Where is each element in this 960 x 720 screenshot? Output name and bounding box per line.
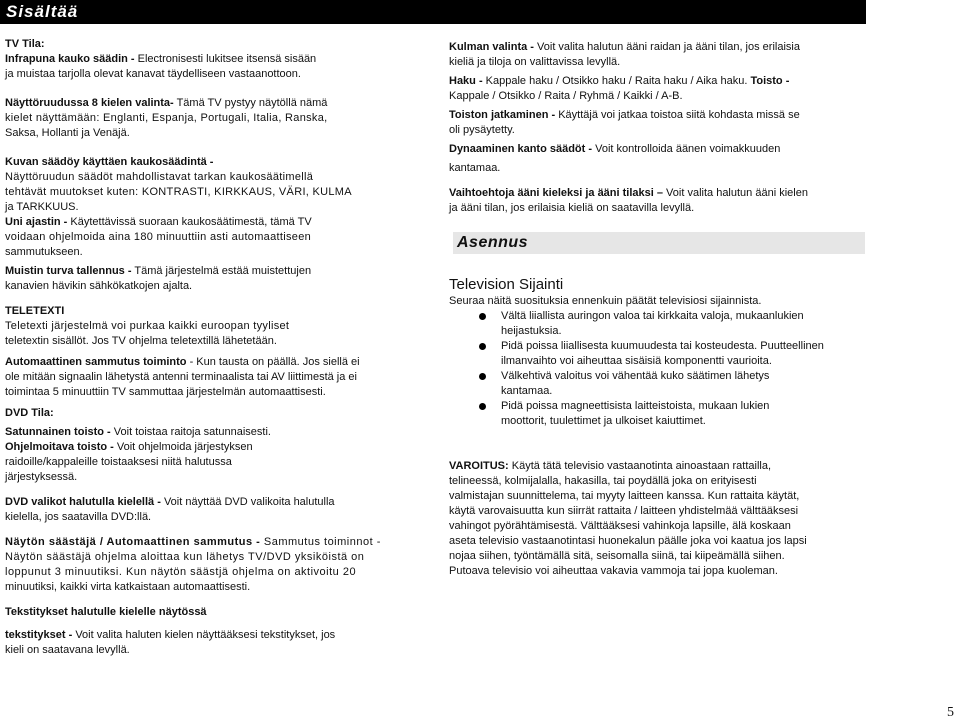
dvd-menu-label: DVD valikot halutulla kielellä -	[5, 496, 161, 508]
asennus-banner	[453, 232, 865, 254]
warning-text-line: telineessä, kolmijalalla, hakasilla, tai poydällä joka on erityisesti	[449, 475, 757, 487]
picture-label: Kuvan säädöy käyttäen kaukosäädintä -	[5, 156, 214, 168]
bullet-icon	[479, 403, 486, 410]
angle-text-line: kieliä ja tiloja on valittavissa levyllä.	[449, 56, 621, 68]
warning-text-line: valmistajan suunnittelema, tai myyty laitteen kanssa. Kun rattaita käytät,	[449, 490, 800, 502]
repeat-text-line: Kappale / Otsikko / Raita / Ryhmä / Kaikki / A-B.	[449, 90, 683, 102]
page-title: Sisältää	[6, 2, 79, 21]
resume-text: Käyttäjä voi jatkaa toistoa siitä kohdasta missä se	[555, 109, 800, 121]
left-column	[5, 37, 425, 658]
bullet-icon	[479, 373, 486, 380]
dvd-menu-text: Voit näyttää DVD valikoita halutulla	[160, 496, 335, 508]
search-text: Kappale haku / Otsikko haku / Raita haku / Aika haku.	[482, 75, 748, 87]
right-column	[449, 40, 869, 579]
screensaver-text-line: Näytön säästäjä ohjelma aloittaa kun lähetys TV/DVD yksiköistä on	[5, 551, 365, 563]
asennus-title: Asennus	[457, 234, 529, 251]
sleep-paragraph	[5, 215, 425, 230]
page-number: 5	[947, 705, 954, 720]
dvd-menu-text-line: kielella, jos saatavilla DVD:llä.	[5, 511, 152, 523]
teletext-label: TELETEXTI	[5, 305, 65, 317]
placement-list	[449, 309, 869, 429]
sleep-text-line: voidaan ohjelmoida aina 180 minuuttiin asti automaattiseen	[5, 231, 312, 243]
sleep-label: Uni ajastin -	[5, 216, 68, 228]
random-play-text: Voit toistaa raitoja satunnaisesti.	[110, 426, 271, 438]
angle-text: Voit valita halutun ääni raidan ja ääni tilan, jos erilaisia	[533, 41, 800, 53]
teletext-text-line: teletextin sisällöt. Jos TV ohjelma teletextillä lähetetään.	[5, 335, 277, 347]
screensaver-text: Sammutus toiminnot -	[260, 536, 381, 548]
remote-text: Electronisesti lukitsee itsensä sisään	[134, 53, 317, 65]
osd-text: Tämä TV pystyy näytöllä nämä	[173, 97, 328, 109]
audio-language-text: Voit valita halutun ääni kielen	[663, 187, 808, 199]
memory-text-line: kanavien hävikin sähkökatkojen ajalta.	[5, 280, 193, 292]
audio-language-text-line: ja ääni tilan, jos erilaisia kieliä on saatavilla levyllä.	[449, 202, 695, 214]
random-play-paragraph	[5, 425, 425, 440]
warning-text-line: aseta televisio vastaanotintasi huonekalun päälle joka voi kaatua jos lapsi	[449, 535, 807, 547]
program-play-text-line: raidoille/kappaleille toistaaksesi niitä halutussa	[5, 456, 232, 468]
resume-text-line: oli pysäytetty.	[449, 124, 515, 136]
sleep-text-line: sammutukseen.	[5, 246, 83, 258]
random-play-label: Satunnainen toisto -	[5, 426, 111, 438]
osd-label: Näyttöruudussa 8 kielen valinta-	[5, 97, 174, 109]
osd-text-line: Saksa, Hollanti ja Venäjä.	[5, 127, 130, 139]
warning-text-line: vahingot pyörähtämisestä. Välttääksesi vahinkoja lapsille, älä koskaan	[449, 520, 791, 532]
header-bar	[0, 0, 866, 24]
placement-title: Television Sijainti	[449, 276, 564, 293]
list-item: Välkehtivä valoitus voi vähentää kuko säätimen lähetys kantamaa.	[449, 369, 869, 399]
audio-language-label: Vaihtoehtoja ääni kieleksi ja ääni tilaksi –	[449, 187, 663, 199]
subtitles-text-line: kieli on saatavana levyllä.	[5, 644, 130, 656]
bullet-icon	[479, 343, 486, 350]
list-item: Pidä poissa liiallisesta kuumuudesta tai kosteudesta. Puutteellinen ilmanvaihto voi aiheuttaa sisäisiä komponentti vaurioita.	[449, 339, 869, 369]
memory-label: Muistin turva tallennus -	[5, 265, 132, 277]
list-item: Vältä liiallista auringon valoa tai kirkkaita valoja, mukaanlukien heijastuksia.	[449, 309, 869, 339]
warning-paragraph	[449, 459, 869, 474]
autooff-label: Automaattinen sammutus toiminto	[5, 356, 187, 368]
warning-text-line: nojaa siihen, työntämällä sitä, seisomalla siinä, tai kiipeämällä siihen.	[449, 550, 785, 562]
osd-text-line: kielet näyttämään: Englanti, Espanja, Portugali, Italia, Ranska,	[5, 112, 328, 124]
subtitles-paragraph	[5, 628, 425, 643]
search-paragraph	[449, 74, 869, 89]
placement-intro: Seuraa näitä suosituksia ennenkuin päätät televisiosi sijainnista.	[449, 295, 762, 307]
teletext-text-line: Teletexti järjestelmä voi purkaa kaikki euroopan tyyliset	[5, 320, 290, 332]
autooff-text-line: toimintaa 5 minuuttiin TV sammuttaa järjestelmän automaattisesti.	[5, 386, 326, 398]
remote-text-line: ja muistaa tarjolla olevat kanavat täydelliseen vastaanottoon.	[5, 68, 301, 80]
repeat-label: Toisto -	[747, 75, 790, 87]
remote-label: Infrapuna kauko säädin -	[5, 53, 135, 65]
program-play-label: Ohjelmoitava toisto -	[5, 441, 114, 453]
tv-mode-heading: TV Tila:	[5, 38, 45, 50]
autooff-text: - Kun tausta on päällä. Jos siellä ei	[186, 356, 360, 368]
dvd-mode-heading: DVD Tila:	[5, 407, 54, 419]
audio-language-paragraph	[449, 186, 869, 201]
dynamic-text-line: kantamaa.	[449, 162, 501, 174]
warning-text: Käytä tätä televisio vastaanotinta ainoastaan rattailla,	[508, 460, 772, 472]
bullet-icon	[479, 313, 486, 320]
memory-text: Tämä järjestelmä estää muistettujen	[131, 265, 312, 277]
program-play-paragraph	[5, 440, 425, 455]
memory-paragraph	[5, 264, 425, 279]
subtitles-label: tekstitykset -	[5, 629, 73, 641]
warning-label: VAROITUS:	[449, 460, 509, 472]
search-label: Haku -	[449, 75, 483, 87]
dynamic-text: Voit kontrolloida äänen voimakkuuden	[592, 143, 781, 155]
autooff-text-line: ole mitään signaalin lähetystä antenni terminaalista tai AV liittimestä ja ei	[5, 371, 357, 383]
resume-label: Toiston jatkaminen -	[449, 109, 556, 121]
program-play-text-line: järjestyksessä.	[5, 471, 78, 483]
dvd-menu-paragraph	[5, 495, 425, 510]
angle-paragraph	[449, 40, 869, 55]
program-play-text: Voit ohjelmoida järjestyksen	[113, 441, 253, 453]
screensaver-text-line: loppunut 3 minuutiksi. Kun näytön säästjä ohjelma on aktivoitu 20	[5, 566, 357, 578]
resume-paragraph	[449, 108, 869, 123]
picture-text-line: Näyttöruudun säädöt mahdollistavat tarkan kaukosäätimellä	[5, 171, 314, 183]
subtitles-heading: Tekstitykset halutulle kielelle näytössä	[5, 606, 207, 618]
remote-paragraph	[5, 52, 425, 67]
screensaver-label: Näytön säästäjä / Automaattinen sammutus -	[5, 536, 261, 548]
sleep-text: Käytettävissä suoraan kaukosäätimestä, tämä TV	[67, 216, 312, 228]
screensaver-text-line: minuutiksi, kaikki virta katkaistaan automaattisesti.	[5, 581, 251, 593]
warning-text-line: käytä varovaisuutta kun siirrät rattaita / laitteen yhdistelmää välttääksesi	[449, 505, 799, 517]
warning-text-line: Putoava televisio voi aiheuttaa vakavia vammoja tai jopa kuoleman.	[449, 565, 778, 577]
screensaver-paragraph	[5, 535, 425, 550]
picture-text-line: tehtävät muutokset kuten: KONTRASTI, KIRKKAUS, VÄRI, KULMA	[5, 186, 352, 198]
angle-label: Kulman valinta -	[449, 41, 534, 53]
dynamic-label: Dynaaminen kanto säädöt -	[449, 143, 593, 155]
dynamic-paragraph	[449, 142, 869, 157]
subtitles-text: Voit valita haluten kielen näyttääksesi tekstitykset, jos	[72, 629, 336, 641]
autooff-paragraph	[5, 355, 425, 370]
list-item: Pidä poissa magneettisista laitteistoista, mukaan lukien moottorit, tuulettimet ja ulkoiset kaiuttimet.	[449, 399, 869, 429]
picture-text-line: ja TARKKUUS.	[5, 201, 79, 213]
osd-paragraph	[5, 96, 425, 111]
